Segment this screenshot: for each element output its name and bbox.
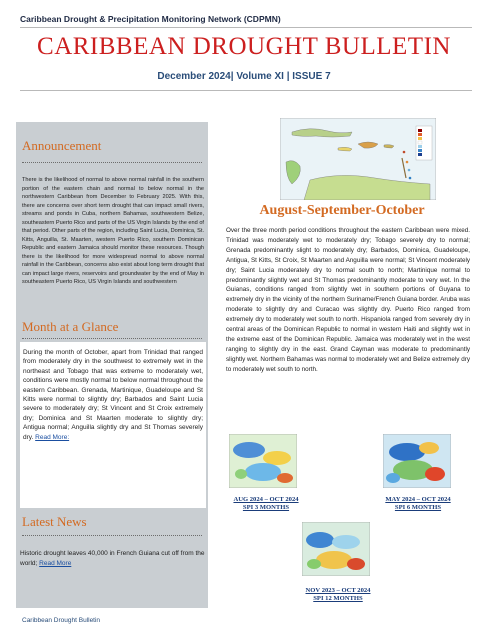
glance-box [20,342,206,508]
announcement-text: There is the likelihood of normal to above normal rainfall in the southern portion of the eastern chain and normal to below normal in the northwestern Caribbean from December to February 2025. With this, there are concerns over short term drought that can impact small rivers, streams and ponds in Cuba, northern Bahamas, southwestern Belize, southeastern Puerto Rico and parts of the US Virgin Islands by the end of that period. Other parts of the region, including Saint Lucia, Dominica, St. Kitts, Anguilla, St. Maarten, western Puerto Rico, southern Dominican Republic and eastern Jamaica should monitor these resources. Though there is the likelihood for more widespread normal to above normal rainfall in the Caribbean, concerns also exist about long term drought that can impact large rivers, reservoirs and groundwater by the end of May in southeastern Puerto Rico, US Virgin Islands and southwestern [22,177,204,285]
glance-read-more-link[interactable]: Read More: [35,433,70,441]
glance-divider [22,338,202,339]
glance-body: During the month of October, apart from Trinidad that ranged from moderately dry in the southwest to extremely wet in the northeast and Tobago that was extreme to moderately wet, conditions were mostly normal to below normal throughout the eastern Caribbean. Grenada, Martinique, Guadeloupe and St Kitts were normal to slightly dry; Barbados and Saint Lucia severe to moderately dry; St Vincent and St Croix extremely dry; Dominica and St Maarten moderate to slightly dry; Antigua normal; Anguilla slightly dry and St Thomas severely dry. [23,349,203,441]
news-read-more-link[interactable]: Read More [39,560,72,567]
issue-line: December 2024| Volume XI | ISSUE 7 [157,71,331,82]
footer: Caribbean Drought Bulletin [22,617,101,624]
spi-12-period: NOV 2023 – OCT 2024 [305,587,371,594]
spi-3-label: SPI 3 MONTHS [242,504,290,511]
bulletin-title: CARIBBEAN DROUGHT BULLETIN [37,33,451,60]
main-text: Over the three month period conditions throughout the eastern Caribbean were mixed. Trinidad was moderately wet to moderately dry; Tobago severely dry to normal; Grenada predominantly slight to moderately dry; Barbados, Dominica, Guadeloupe, Antigua, St Kitts, St Croix, St Maarten and Anguilla were normal; St Vincent moderately dry; Saint Lucia moderately dry to normal south to north; Martinique normal to predominantly slightly wet and St Thomas predominantly moderate to very wet. In the Guianas, conditions ranged from slightly wet in southern portions of Guyana to extremely dry in the vicinity of the northern Suriname/French Guiana border. Aruba was moderate to slightly dry and Curacao was slightly dry. Puerto Rico ranged from extremely dry to moderately wet south to north. Hispaniola ranged from severely dry in central areas of the Dominican Republic to normal in western Haiti and slightly wet in the extreme east of the Dominican Republic. Jamaica was moderately wet in the west ranging to slightly dry in the east. Grand Cayman was moderate to predominantly slightly wet. Northern Bahamas was normal to moderately wet and Belize extremely dry to moderately wet south to north. [226,227,470,373]
spi-12-caption [288,587,388,603]
spi-12-label: SPI 12 MONTHS [313,595,363,602]
spi-12-month-map [302,522,370,576]
spi-3-month-map [229,434,297,488]
news-body: Historic drought leaves 40,000 in French Guiana cut off from the world; [20,550,205,567]
spi-6-caption [368,496,468,512]
glance-heading: Month at a Glance [22,319,119,334]
header-divider [20,27,472,28]
spi-3-period: AUG 2024 – OCT 2024 [233,496,299,503]
news-divider [22,535,202,536]
issue-divider [20,90,472,91]
announcement-heading: Announcement [22,138,102,153]
news-text [20,549,206,569]
glance-text [23,348,203,442]
spi-6-month-map [383,434,451,488]
network-name: Caribbean Drought & Precipitation Monitoring Network (CDPMN) [20,14,281,24]
main-heading: August-September-October [259,203,425,218]
news-heading: Latest News [22,514,87,529]
caribbean-drought-map [280,118,436,200]
spi-6-period: MAY 2024 – OCT 2024 [385,496,451,503]
announcement-divider [22,162,202,163]
spi-3-caption [216,496,316,512]
spi-6-label: SPI 6 MONTHS [394,504,442,511]
